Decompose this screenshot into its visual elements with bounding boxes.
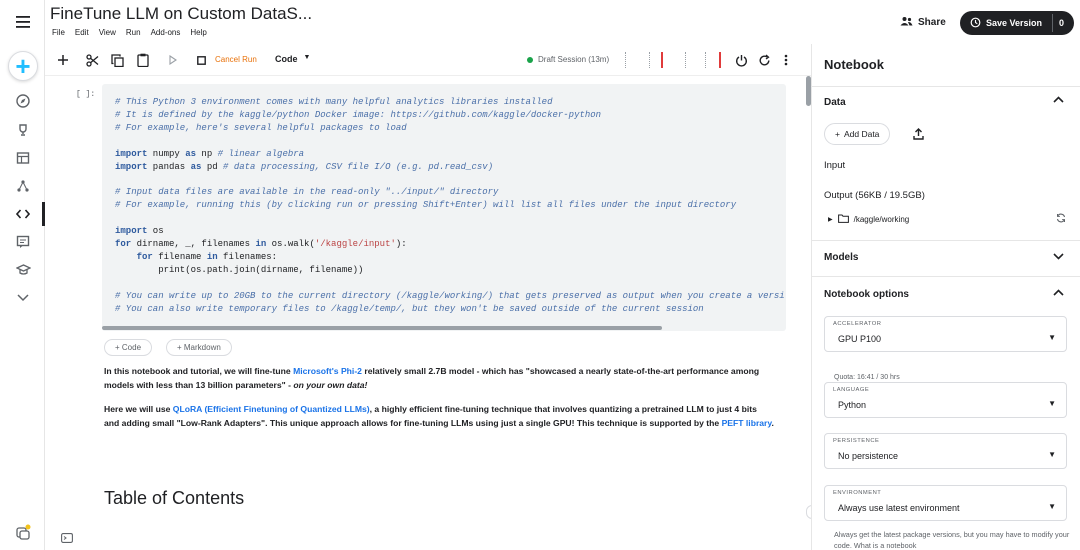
stop-icon[interactable] [195,51,207,69]
notebook-title[interactable]: FineTune LLM on Custom DataS... [50,4,313,23]
data-section-header[interactable]: Data [824,97,846,108]
code-line [115,161,785,174]
add-code-cell-button[interactable]: + Code [104,339,152,356]
code-text: filename [152,251,207,262]
code-keyword: in [255,238,267,249]
cut-icon[interactable] [84,51,100,69]
copy-icon[interactable] [109,51,125,69]
accelerator-value: GPU P100 [838,334,882,344]
code-text: print(os.path.join(dirname, filename)) [115,264,364,275]
code-comment: # This Python 3 environment comes with many helpful analytics libraries installed [115,97,553,107]
cell-type-value: Code [275,54,298,64]
code-text: np [196,148,218,159]
code-icon[interactable] [12,203,34,225]
qlora-text-cont: , a highly efficient fine-tuning technique that involves quantizing a pretrained LLM to just 4 bits and adding small "Low-Rank Adapters". This unique approach allows for fine-tuning LLMs using just a single GPU! This technique is supported by the [104,404,757,428]
input-label[interactable]: Input [824,160,846,171]
create-button[interactable]: + [8,51,38,81]
code-line [115,148,785,161]
code-text [115,213,120,223]
left-rail [0,0,45,550]
code-comment: # data processing, CSV file I/O (e.g. pd.read_csv) [223,161,494,172]
code-cell[interactable] [102,84,786,331]
code-text: numpy [147,148,186,159]
code-text: os.walk( [266,238,315,249]
notebook-toolbar [45,44,811,76]
notifications-icon[interactable] [12,521,34,543]
working-folder-item[interactable] [828,214,909,225]
cell-type-select[interactable] [275,54,310,64]
version-count[interactable]: 0 [1052,14,1070,32]
code-text [115,278,120,288]
console-icon[interactable] [61,533,73,546]
code-line [115,186,785,199]
cancel-run-button[interactable]: Cancel Run [215,55,257,64]
notebook-side-panel [811,44,1080,550]
persistence-value: No persistence [838,451,899,461]
code-line [115,122,785,135]
paste-icon[interactable] [135,51,151,69]
menu-view[interactable]: View [98,28,116,37]
horizontal-scrollbar[interactable] [102,326,662,330]
code-text: pandas [147,161,191,172]
caret-down-icon: ▼ [303,54,311,61]
code-line [115,264,785,277]
markdown-paragraph-qlora [104,402,774,430]
code-line [115,277,785,290]
accelerator-label: ACCELERATOR [833,321,882,327]
add-markdown-cell-button[interactable]: + Markdown [166,339,232,356]
code-line [115,173,785,186]
power-icon[interactable] [733,51,749,69]
plus-icon: + [835,129,840,139]
trophy-icon[interactable] [12,119,34,141]
code-keyword: import [115,161,148,172]
discussion-icon[interactable] [12,231,34,253]
code-line [115,109,785,122]
more-options-icon[interactable] [781,51,791,69]
code-line [115,135,785,148]
code-comment: # You can also write temporary files to /kaggle/temp/, but they won't be saved outside of the current session [115,303,704,314]
accelerator-select[interactable] [824,316,1067,352]
save-version-button[interactable] [960,11,1074,35]
upload-icon[interactable] [913,128,924,143]
environment-select[interactable] [824,485,1067,521]
code-editor[interactable] [115,96,785,315]
markdown-paragraph-intro [104,364,774,392]
table-of-contents-heading: Table of Contents [104,488,245,508]
caret-down-icon: ▼ [1048,333,1056,342]
panel-title: Notebook [824,57,884,72]
chevron-up-icon[interactable] [1053,288,1064,299]
add-data-label: Add Data [843,129,880,139]
code-text [115,252,137,262]
code-line [115,251,785,264]
notebook-options-header[interactable]: Notebook options [824,289,909,300]
add-data-button[interactable] [824,123,890,145]
code-text: dirname, _, filenames [131,238,256,249]
code-keyword: as [185,148,197,159]
caret-down-icon: ▼ [1048,502,1056,511]
resource-meter-cpu-level [661,52,663,68]
menu-bar [52,28,207,37]
code-text: filenames: [217,251,278,262]
menu-run[interactable]: Run [125,28,141,37]
add-cell-icon[interactable] [55,51,71,69]
table-icon[interactable] [12,147,34,169]
language-label: LANGUAGE [833,387,870,393]
qlora-text: Here we will use [104,404,173,414]
language-select[interactable] [824,382,1067,418]
code-text: ): [395,238,407,249]
environment-note: Always get the latest package versions, but you may have to modify your code. What is a notebook [834,530,1070,550]
code-comment: # For example, running this (by clicking run or pressing Shift+Enter) will list all files under the input directory [115,200,737,211]
caret-down-icon: ▼ [1048,450,1056,459]
persistence-select[interactable] [824,433,1067,469]
code-line [115,225,785,238]
resource-meter-cpu [649,52,650,68]
code-line [115,212,785,225]
share-button[interactable] [900,16,946,29]
code-text: os [147,226,164,237]
qlora-text-end: . [771,418,774,428]
compass-icon[interactable] [12,90,34,112]
divider [812,86,1080,87]
code-line [115,290,785,303]
code-comment: # For example, here's several helpful packages to load [115,122,407,133]
qlora-link[interactable]: QLoRA (Efficient Finetuning of Quantized LLMs) [172,404,370,414]
code-keyword: for [136,251,153,262]
code-keyword: in [206,251,218,262]
models-icon[interactable] [12,175,34,197]
intro-text-cont: relatively small 2.7B model - which has "showcased a nearly state-of-the-art performance among models with less than 13 billion parameters" - [104,366,760,390]
run-icon[interactable] [166,51,180,69]
code-keyword: import [115,148,148,159]
phi2-link[interactable]: Microsoft's Phi-2 [293,366,362,376]
code-comment: # Input data files are available in the read-only "../input/" directory [115,187,499,198]
chevron-down-icon[interactable] [12,287,34,309]
output-label[interactable]: Output (56KB / 19.5GB) [824,190,925,201]
code-keyword: as [190,161,202,172]
code-line [115,199,785,212]
session-label: Draft Session (13m) [538,55,610,64]
restart-icon[interactable] [756,51,772,69]
share-people-icon [900,16,913,29]
share-label: Share [918,17,946,28]
code-line [115,303,785,316]
gpu-quota-text: Quota: 16:41 / 30 hrs [834,374,900,381]
learn-icon[interactable] [12,259,34,281]
history-icon [970,17,981,30]
code-text [115,174,120,184]
code-keyword: for [115,238,132,249]
code-line [115,238,785,251]
persistence-label: PERSISTENCE [833,438,880,444]
peft-link[interactable]: PEFT library [721,418,772,428]
menu-file[interactable]: File [52,28,65,37]
environment-label: ENVIRONMENT [833,490,882,496]
code-string: '/kaggle/input' [314,238,396,249]
code-keyword: import [115,226,148,237]
models-section-header[interactable]: Models [824,252,859,263]
language-value: Python [838,400,867,410]
code-line [115,96,785,109]
code-comment: # You can write up to 20GB to the current directory (/kaggle/working/) that gets preserved as output when you create a versi [115,290,785,301]
save-version-label: Save Version [986,18,1043,28]
resource-meter-gpu [705,52,706,68]
caret-right-icon: ▶ [828,217,833,223]
intro-emphasis: on your own data! [293,380,368,390]
code-comment: # It is defined by the kaggle/python Docker image: https://github.com/kaggle/docker-python [115,109,602,120]
folder-icon [838,214,849,225]
chevron-up-icon[interactable] [1053,95,1064,106]
intro-text: In this notebook and tutorial, we will fine-tune [104,366,294,376]
hamburger-menu-icon[interactable] [12,11,34,33]
divider [812,276,1080,277]
working-folder-label: /kaggle/working [853,215,910,224]
caret-down-icon: ▼ [1048,399,1056,408]
environment-value: Always use latest environment [838,503,960,513]
menu-add-ons[interactable]: Add-ons [150,28,181,37]
divider [812,240,1080,241]
resource-meter-ram [685,52,686,68]
session-status[interactable] [527,55,609,64]
menu-help[interactable]: Help [190,28,207,37]
menu-edit[interactable]: Edit [74,28,89,37]
code-text [115,136,120,146]
session-status-dot [527,57,533,63]
resource-meter-divider [625,52,626,68]
resource-meter-gpu-level [719,52,721,68]
active-indicator [42,202,45,226]
cell-execution-prompt: [ ]: [76,90,96,99]
code-comment: # linear algebra [217,148,305,159]
refresh-icon[interactable] [1056,213,1066,226]
chevron-down-icon[interactable] [1053,252,1064,263]
code-text: pd [201,161,224,172]
